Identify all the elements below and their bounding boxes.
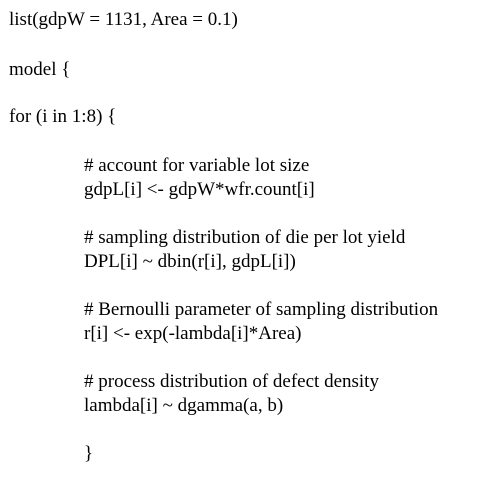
code-line: DPL[i] ~ dbin(r[i], gdpL[i]) xyxy=(84,251,296,272)
for-loop-open-line: for (i in 1:8) { xyxy=(9,106,117,127)
code-line: r[i] <- exp(-lambda[i]*Area) xyxy=(84,323,302,344)
model-open-line: model { xyxy=(9,59,71,80)
code-line: lambda[i] ~ dgamma(a, b) xyxy=(84,395,284,416)
closing-brace-line: } xyxy=(84,443,94,464)
data-list-line: list(gdpW = 1131, Area = 0.1) xyxy=(9,9,238,30)
comment-line: # account for variable lot size xyxy=(84,155,310,176)
comment-line: # Bernoulli parameter of sampling distribution xyxy=(84,299,439,320)
comment-line: # process distribution of defect density xyxy=(84,371,379,392)
code-line: gdpL[i] <- gdpW*wfr.count[i] xyxy=(84,179,315,200)
comment-line: # sampling distribution of die per lot yield xyxy=(84,227,406,248)
